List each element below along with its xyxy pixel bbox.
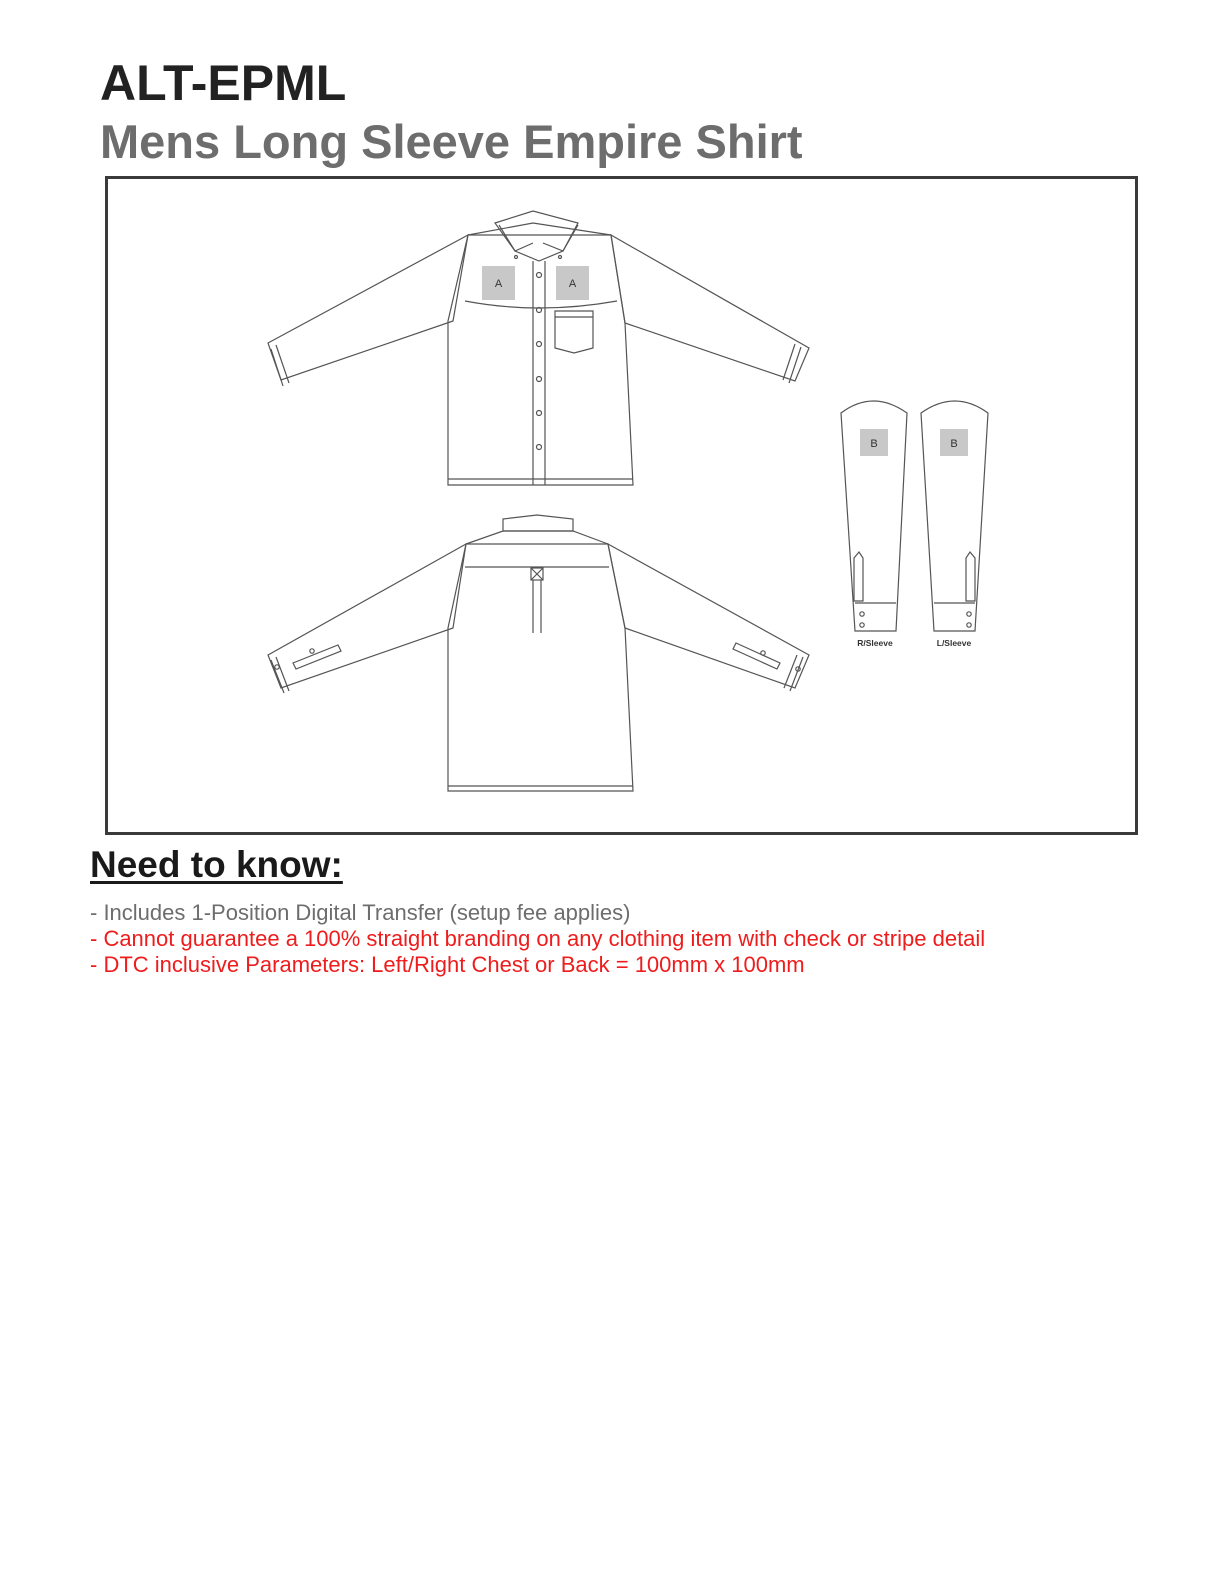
need-to-know-notes [90, 900, 985, 978]
note-straight-branding: - Cannot guarantee a 100% straight branding on any clothing item with check or stripe detail [90, 926, 986, 951]
print-area-b-right-label: B [870, 438, 878, 450]
front-yoke-seam [465, 301, 617, 308]
need-to-know-heading: Need to know: [90, 844, 343, 885]
garment-diagram [108, 179, 1135, 832]
garment-diagram-frame [105, 176, 1138, 835]
l-sleeve-placket [966, 552, 975, 601]
note-digital-transfer: - Includes 1-Position Digital Transfer (setup fee applies) [90, 900, 631, 925]
r-sleeve-placket [854, 552, 863, 601]
back-right-placket [733, 643, 780, 669]
front-placket [533, 261, 545, 485]
front-left-sleeve [268, 235, 468, 380]
back-collar [503, 515, 573, 531]
back-pleat [533, 580, 541, 633]
product-name: Mens Long Sleeve Empire Shirt [100, 115, 803, 168]
back-left-placket [293, 645, 341, 669]
l-sleeve-caption: L/Sleeve [936, 638, 972, 648]
r-sleeve-caption: R/Sleeve [857, 638, 893, 648]
product-code: ALT-EPML [100, 55, 347, 111]
front-right-sleeve [611, 235, 809, 381]
back-left-cuff [271, 657, 289, 693]
print-area-a-left-label: A [494, 278, 503, 290]
print-area-b-left-label: B [950, 438, 958, 450]
note-dtc-parameters: - DTC inclusive Parameters: Left/Right Chest or Back = 100mm x 100mm [90, 952, 805, 977]
right-sleeve-view [841, 401, 907, 648]
front-left-cuff [271, 345, 289, 386]
back-left-sleeve [268, 544, 466, 688]
front-shirt [268, 211, 809, 485]
front-right-cuff [783, 344, 801, 383]
left-sleeve-view [921, 401, 988, 648]
back-shirt [268, 515, 809, 791]
front-buttons [515, 256, 562, 450]
front-collar [495, 211, 578, 261]
print-area-a-right-label: A [568, 278, 577, 290]
